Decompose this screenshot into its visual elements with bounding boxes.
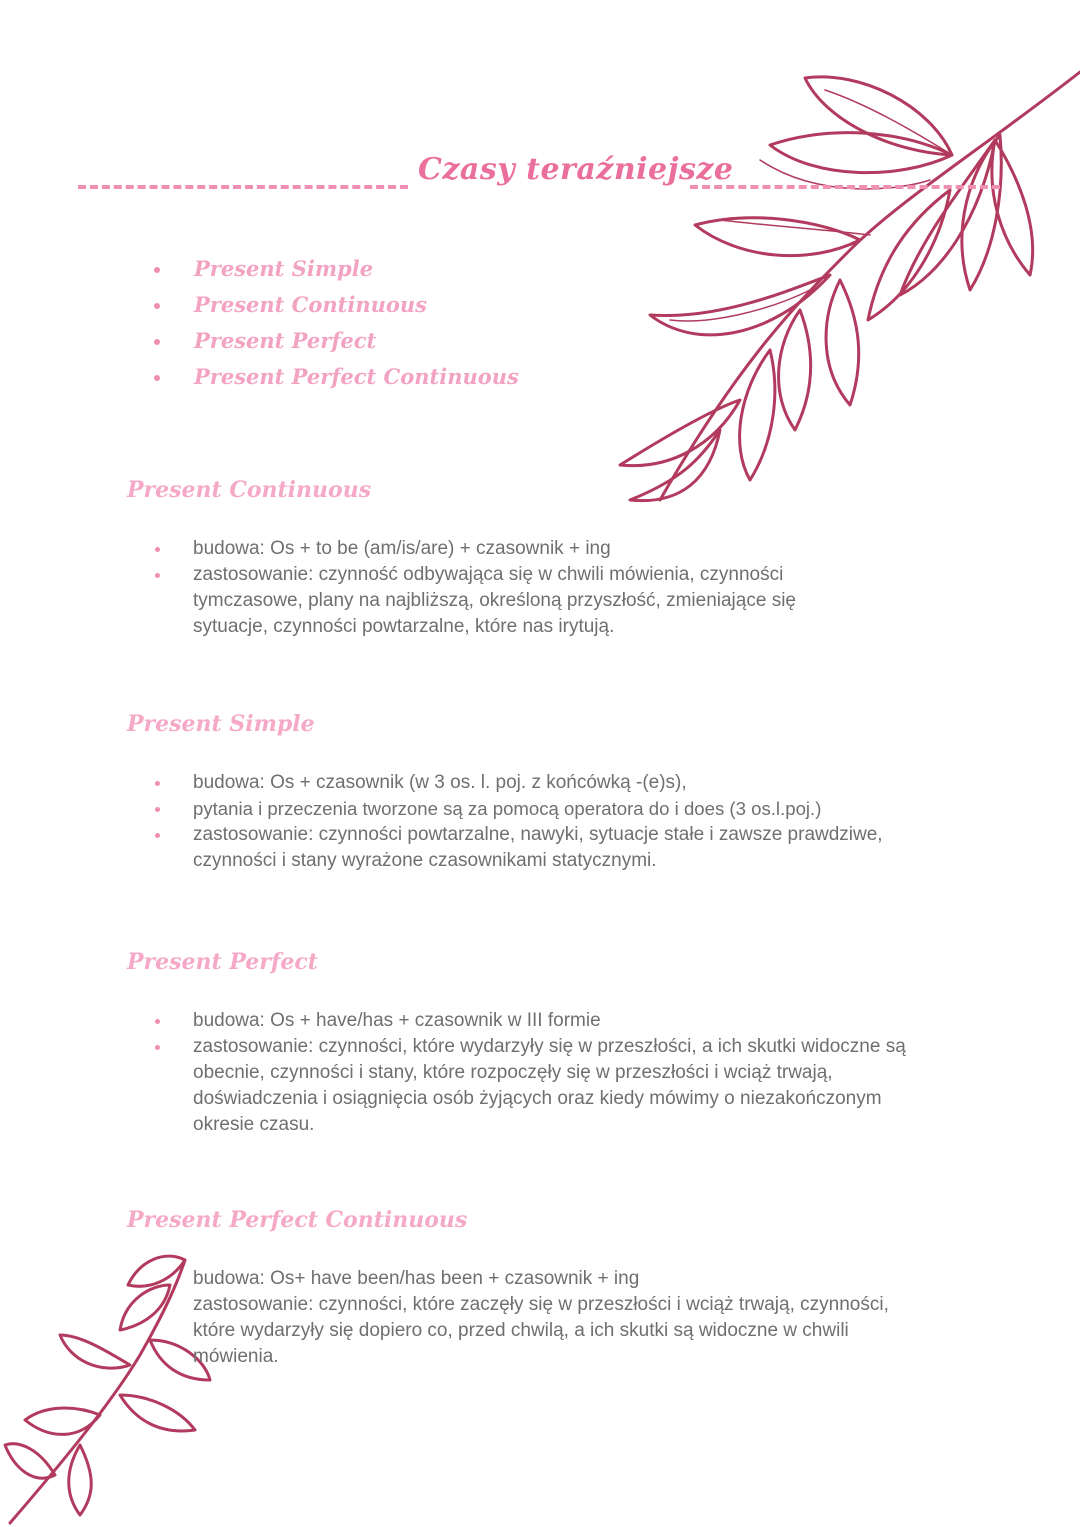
tense-list-item: Present Perfect xyxy=(152,324,519,360)
section-present-continuous xyxy=(127,472,987,640)
section-heading: Present Simple xyxy=(127,711,315,737)
section-present-perfect xyxy=(127,944,987,1138)
section-heading: Present Perfect xyxy=(127,949,318,975)
bullet-icon xyxy=(155,781,160,786)
list-item: zastosowanie: czynności, które zaczęły się w przeszłości i wciąż trwają, czynności, które wydarzyły się dopiero co, przed chwilą, a ich skutki są widoczne w chwili mówienia. xyxy=(193,1294,889,1367)
list-item: zastosowanie: czynności, które wydarzyły się w przeszłości, a ich skutki widoczne są obecnie, czynności i stany, które rozpoczęły się w przeszłości i wciąż trwają, doświadczenia i osiągnięcia osób żyjących oraz kiedy mówimy o niezakończonym okresie czasu. xyxy=(127,1034,987,1138)
list-item: budowa: Os + to be (am/is/are) + czasownik + ing xyxy=(127,536,987,562)
bullet-icon xyxy=(155,547,160,552)
section-bullet-list xyxy=(127,770,987,874)
section-present-simple xyxy=(127,706,987,874)
title-dashed-line-left xyxy=(78,185,408,189)
section-heading: Present Perfect Continuous xyxy=(127,1207,468,1233)
list-item: budowa: Os + czasownik (w 3 os. l. poj. z końcówką -(e)s), xyxy=(127,770,987,796)
page-title: Czasy teraźniejsze xyxy=(418,152,734,187)
section-bullet-list xyxy=(127,536,987,640)
bullet-icon xyxy=(155,573,160,578)
bullet-icon xyxy=(155,1019,160,1024)
section-bullet-list xyxy=(127,1266,987,1370)
section-bullet-list xyxy=(127,1008,987,1138)
list-item: pytania i przeczenia tworzone są za pomocą operatora do i does (3 os.l.poj.) xyxy=(127,796,987,822)
tense-list xyxy=(152,252,519,396)
title-dashed-line-right xyxy=(690,185,1000,189)
bullet-icon xyxy=(154,267,160,273)
list-item: budowa: Os+ have been/has been + czasownik + ing xyxy=(193,1268,640,1289)
bullet-icon xyxy=(155,833,160,838)
bullet-icon xyxy=(154,339,160,345)
bullet-icon xyxy=(154,303,160,309)
section-present-perfect-continuous xyxy=(127,1202,987,1370)
list-item: zastosowanie: czynności powtarzalne, nawyki, sytuacje stałe i zawsze prawdziwe, czynności i stany wyrażone czasownikami statycznymi. xyxy=(127,822,987,874)
bullet-icon xyxy=(155,1045,160,1050)
bullet-icon xyxy=(154,375,160,381)
tense-list-item: Present Simple xyxy=(152,252,519,288)
tense-list-item: Present Continuous xyxy=(152,288,519,324)
section-heading: Present Continuous xyxy=(127,477,372,503)
title-row xyxy=(78,150,1003,200)
tense-list-item: Present Perfect Continuous xyxy=(152,360,519,396)
bullet-icon xyxy=(155,807,160,812)
leaf-branch-top-decoration xyxy=(600,60,1080,530)
list-item: budowa: Os + have/has + czasownik w III formie xyxy=(127,1008,987,1034)
list-item: zastosowanie: czynność odbywająca się w chwili mówienia, czynności tymczasowe, plany na najbliższą, określoną przyszłość, zmieniające się sytuacje, czynności powtarzalne, które nas irytują. xyxy=(127,562,987,640)
